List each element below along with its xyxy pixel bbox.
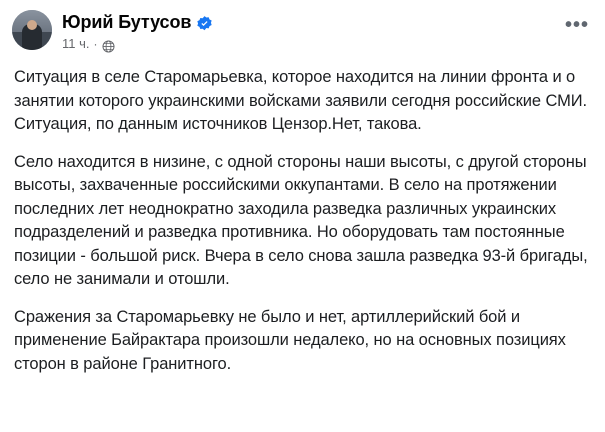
post-timestamp[interactable]: 11 ч. <box>62 36 90 51</box>
post-header-text <box>62 10 593 52</box>
post-paragraph: Село находится в низине, с одной стороны наши высоты, с другой стороны высоты, захваченные российскими оккупантами. В село на протяжении последних лет неоднократно заходила разведка различных украинских подразделений и разведка противника. Но оборудовать там постоянные позиции - большой риск. Вчера в село снова зашла разведка 93-й бригады, село не занимали и отошли. <box>14 152 588 288</box>
post-paragraph: Ситуация в селе Старомарьевка, которое находится на линии фронта и о занятии которого украинскими войсками заявили сегодня российские СМИ. Ситуация, по данным источников Цензор.Нет, такова. <box>14 68 588 133</box>
author-row <box>62 11 593 36</box>
post-meta <box>62 36 593 52</box>
more-options-icon[interactable]: ••• <box>564 14 589 36</box>
meta-separator: · <box>93 37 98 51</box>
post-paragraph: Сражения за Старомарьевку не было и нет, артиллерийский бой и применение Байрактара произошли недалеко, но на основных позициях сторон в районе Гранитного. <box>14 307 566 373</box>
verified-badge-icon <box>196 15 213 32</box>
author-name[interactable]: Юрий Бутусов <box>62 12 192 32</box>
avatar[interactable] <box>12 10 52 50</box>
post-header <box>0 0 605 56</box>
globe-icon[interactable] <box>102 40 115 53</box>
post-body <box>0 56 605 376</box>
avatar-person-head <box>27 20 37 30</box>
